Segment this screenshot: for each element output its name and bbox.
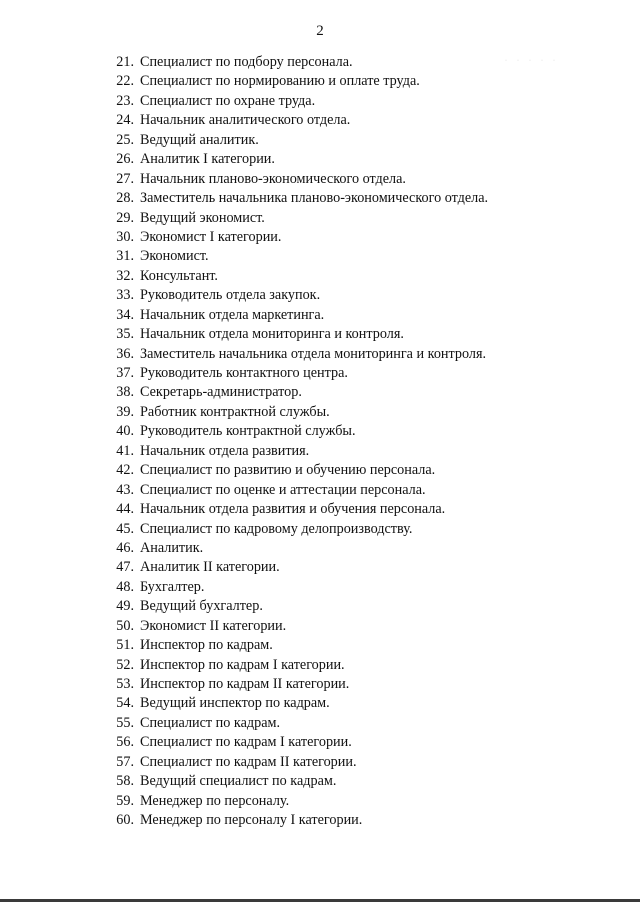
list-item (0, 694, 640, 713)
item-number: 28. (116, 190, 134, 207)
list-item (0, 247, 640, 266)
item-number: 46. (116, 539, 134, 556)
list-item (0, 656, 640, 675)
item-text: Специалист по кадрам II категории. (140, 753, 357, 770)
item-number: 40. (116, 423, 134, 440)
item-number: 49. (116, 598, 134, 615)
item-number: 23. (116, 92, 134, 109)
item-text: Ведущий аналитик. (140, 131, 259, 148)
item-text: Руководитель отдела закупок. (140, 287, 321, 304)
list-item (0, 209, 640, 228)
item-text: Экономист II категории. (140, 617, 287, 634)
item-number: 51. (116, 637, 134, 654)
item-text: Заместитель начальника планово-экономического отдела. (140, 190, 489, 207)
item-number: 55. (116, 714, 134, 731)
item-text: Ведущий экономист. (140, 209, 265, 226)
item-text: Аналитик. (140, 539, 204, 556)
item-number: 53. (116, 676, 134, 692)
item-text: Специалист по нормированию и оплате труда. (140, 73, 420, 90)
list-item (0, 520, 640, 539)
item-text: Менеджер по персоналу I категории. (140, 812, 363, 829)
list-item (0, 111, 640, 130)
item-number: 26. (116, 151, 134, 168)
item-text: Руководитель контрактной службы. (140, 423, 356, 440)
list-item (0, 403, 640, 422)
item-text: Консультант. (140, 267, 218, 284)
item-number: 41. (116, 442, 134, 459)
list-item (0, 792, 640, 811)
scan-artifact: ····· (505, 58, 565, 64)
item-text: Аналитик II категории. (140, 559, 280, 576)
item-text: Специалист по кадрам I категории. (140, 734, 352, 751)
item-number: 58. (116, 773, 134, 790)
list-item (0, 325, 640, 344)
list-item (0, 170, 640, 189)
list-item (0, 267, 640, 286)
item-number: 47. (116, 559, 134, 576)
list-item (0, 772, 640, 791)
item-text: Инспектор по кадрам. (140, 637, 273, 654)
item-text: Специалист по кадрам. (140, 714, 281, 731)
item-text: Работник контрактной службы. (140, 403, 330, 420)
item-text: Ведущий инспектор по кадрам. (140, 695, 330, 712)
list-item (0, 131, 640, 150)
item-number: 56. (116, 734, 134, 751)
list-item (0, 636, 640, 655)
item-number: 54. (116, 695, 134, 712)
item-text: Инспектор по кадрам II категории. (140, 676, 350, 692)
page-number: 2 (316, 23, 324, 39)
item-text: Секретарь-администратор. (140, 384, 302, 401)
list-item (0, 753, 640, 772)
item-text: Ведущий специалист по кадрам. (140, 773, 337, 790)
item-number: 45. (116, 520, 134, 537)
list-item (0, 72, 640, 91)
item-number: 57. (116, 753, 134, 770)
item-number: 31. (116, 248, 134, 265)
item-number: 27. (116, 170, 134, 187)
bottom-edge-rule (0, 899, 640, 902)
item-number: 39. (116, 403, 134, 420)
list-item (0, 442, 640, 461)
list-item (0, 597, 640, 616)
item-number: 34. (116, 306, 134, 323)
item-number: 29. (116, 209, 134, 226)
list-item (0, 345, 640, 364)
list-item (0, 811, 640, 830)
item-number: 36. (116, 345, 134, 362)
item-number: 24. (116, 112, 134, 129)
list-item (0, 422, 640, 441)
item-text: Специалист по оценке и аттестации персонала. (140, 481, 426, 498)
item-text: Аналитик I категории. (140, 151, 275, 168)
item-text: Специалист по кадровому делопроизводству. (140, 520, 413, 537)
item-text: Начальник отдела развития и обучения персонала. (140, 501, 446, 518)
list-item (0, 461, 640, 480)
list-item (0, 558, 640, 577)
list-item (0, 733, 640, 752)
item-number: 35. (116, 326, 134, 343)
list-item (0, 228, 640, 247)
list-item (0, 617, 640, 636)
list-item (0, 92, 640, 111)
item-number: 48. (116, 578, 134, 595)
list-item (0, 364, 640, 383)
list-item (0, 714, 640, 733)
item-text: Специалист по подбору персонала. (140, 54, 353, 70)
item-text: Специалист по развитию и обучению персонала. (140, 462, 436, 479)
item-number: 32. (116, 267, 134, 284)
item-number: 37. (116, 365, 134, 381)
item-number: 50. (116, 617, 134, 634)
list-item (0, 189, 640, 208)
position-list (0, 53, 640, 831)
item-text: Бухгалтер. (140, 578, 205, 595)
item-number: 59. (116, 792, 134, 809)
item-number: 44. (116, 501, 134, 518)
item-number: 25. (116, 131, 134, 148)
list-item (0, 675, 640, 694)
list-item (0, 383, 640, 402)
item-number: 52. (116, 656, 134, 673)
item-number: 42. (116, 462, 134, 479)
list-item (0, 500, 640, 519)
item-text: Специалист по охране труда. (140, 92, 316, 109)
item-text: Заместитель начальника отдела мониторинга и контроля. (140, 345, 487, 362)
item-number: 22. (116, 73, 134, 90)
list-item (0, 150, 640, 169)
list-item (0, 539, 640, 558)
list-item (0, 306, 640, 325)
list-item (0, 53, 640, 72)
item-number: 21. (116, 54, 134, 70)
item-text: Начальник аналитического отдела. (140, 112, 351, 129)
list-item (0, 286, 640, 305)
item-text: Начальник отдела развития. (140, 442, 310, 459)
item-number: 60. (116, 812, 134, 829)
item-text: Экономист. (140, 248, 209, 265)
item-text: Начальник отдела маркетинга. (140, 306, 325, 323)
item-number: 33. (116, 287, 134, 304)
list-item (0, 481, 640, 500)
item-text: Инспектор по кадрам I категории. (140, 656, 345, 673)
item-text: Экономист I категории. (140, 228, 282, 245)
item-number: 38. (116, 384, 134, 401)
item-number: 43. (116, 481, 134, 498)
list-item (0, 578, 640, 597)
item-text: Начальник отдела мониторинга и контроля. (140, 326, 404, 343)
item-number: 30. (116, 228, 134, 245)
item-text: Менеджер по персоналу. (140, 792, 290, 809)
item-text: Начальник планово-экономического отдела. (140, 170, 406, 187)
item-text: Ведущий бухгалтер. (140, 598, 263, 615)
item-text: Руководитель контактного центра. (140, 365, 348, 381)
